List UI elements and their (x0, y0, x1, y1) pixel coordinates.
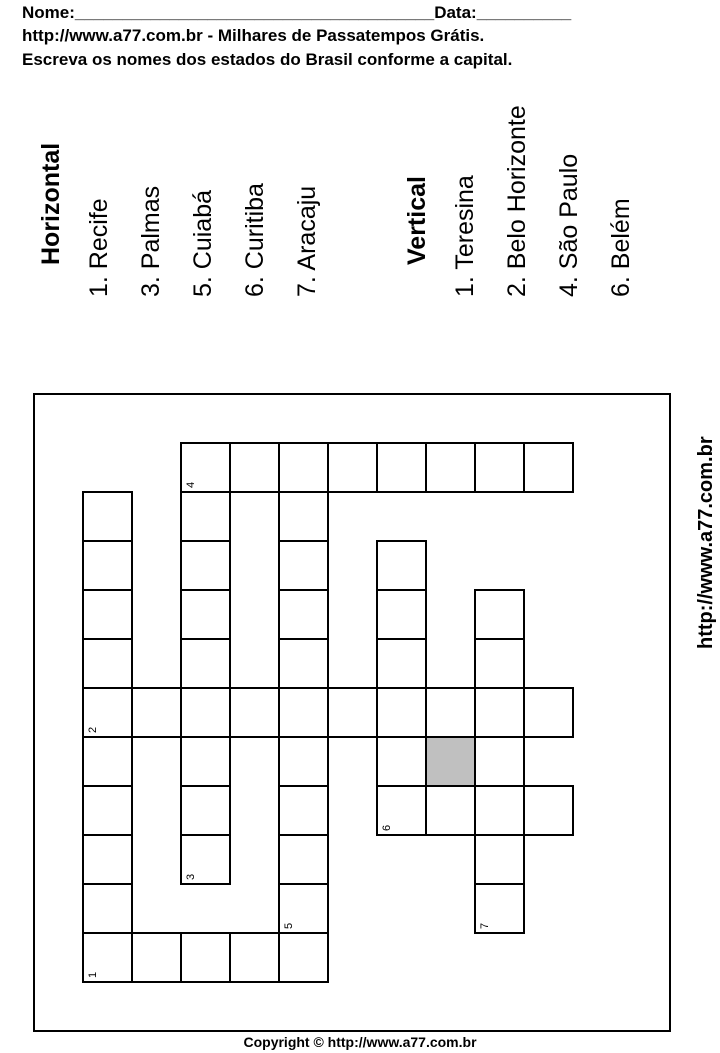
date-blank: __________ (476, 3, 572, 22)
crossword-cell[interactable] (377, 639, 426, 688)
crossword-cell[interactable] (279, 737, 328, 786)
crossword-cell[interactable] (377, 737, 426, 786)
crossword-cell[interactable] (230, 933, 279, 982)
crossword-cell[interactable] (475, 786, 524, 835)
crossword-cell[interactable] (83, 835, 132, 884)
crossword-cell[interactable] (132, 933, 181, 982)
crossword-cell[interactable] (426, 443, 475, 492)
crossword-cell[interactable] (279, 541, 328, 590)
crossword-cell[interactable] (377, 443, 426, 492)
horizontal-clue-7: 7. Aracaju (293, 185, 321, 297)
horizontal-title: Horizontal (37, 142, 65, 265)
crossword-cell[interactable] (181, 639, 230, 688)
crossword-cell[interactable] (279, 639, 328, 688)
horizontal-clue-1: 1. Recife (85, 198, 113, 297)
vertical-title: Vertical (403, 176, 431, 265)
crossword-cell[interactable] (475, 835, 524, 884)
horizontal-clue-6: 6. Curitiba (241, 183, 269, 297)
clue-number: 1 (87, 971, 99, 978)
crossword-cell[interactable] (475, 590, 524, 639)
crossword-cell[interactable] (524, 443, 573, 492)
crossword-cell[interactable] (230, 688, 279, 737)
name-label: Nome: (22, 3, 75, 22)
crossword-cell[interactable] (83, 884, 132, 933)
crossword-cell[interactable] (377, 590, 426, 639)
crossword-cell[interactable] (279, 688, 328, 737)
horizontal-clue-5: 5. Cuiabá (189, 189, 217, 297)
crossword-cell[interactable] (475, 443, 524, 492)
crossword-cell[interactable] (279, 835, 328, 884)
name-blank: ______________________________________ (74, 3, 435, 22)
crossword-cell[interactable] (524, 688, 573, 737)
crossword-cell[interactable] (426, 688, 475, 737)
crossword-cell[interactable] (83, 492, 132, 541)
crossword-cell[interactable] (377, 688, 426, 737)
site-line: http://www.a77.com.br - Milhares de Passatempos Grátis. (22, 26, 485, 45)
clue-number: 4 (185, 481, 197, 488)
crossword-cell[interactable] (279, 443, 328, 492)
vertical-clue-4: 4. São Paulo (555, 153, 583, 297)
date-label: Data: (434, 3, 477, 22)
crossword-cell[interactable] (83, 786, 132, 835)
crossword-cell[interactable] (279, 590, 328, 639)
crossword-cell[interactable] (181, 590, 230, 639)
crossword-cell[interactable] (328, 688, 377, 737)
crossword-cell[interactable] (475, 639, 524, 688)
copyright: Copyright © http://www.a77.com.br (243, 1034, 477, 1050)
vertical-clue-2: 2. Belo Horizonte (503, 105, 531, 297)
crossword-cell[interactable] (279, 492, 328, 541)
crossword-cell[interactable] (475, 737, 524, 786)
crossword-cell[interactable] (328, 443, 377, 492)
crossword-cell[interactable] (181, 492, 230, 541)
crossword-cell[interactable] (83, 590, 132, 639)
instructions: Escreva os nomes dos estados do Brasil conforme a capital. (22, 50, 513, 69)
crossword-cell[interactable] (475, 688, 524, 737)
crossword-cell[interactable] (83, 737, 132, 786)
crossword-cell[interactable] (181, 786, 230, 835)
crossword-cell[interactable] (181, 933, 230, 982)
shaded-cell (427, 738, 474, 785)
crossword-cell[interactable] (524, 786, 573, 835)
crossword-cell[interactable] (279, 786, 328, 835)
crossword-cell[interactable] (83, 639, 132, 688)
crossword-cell[interactable] (230, 443, 279, 492)
crossword-cell[interactable] (279, 933, 328, 982)
clue-number: 5 (283, 922, 295, 929)
clue-number: 6 (381, 824, 393, 831)
horizontal-clue-3: 3. Palmas (137, 185, 165, 297)
crossword-cell[interactable] (132, 688, 181, 737)
crossword-cell[interactable] (83, 541, 132, 590)
crossword-cell[interactable] (181, 737, 230, 786)
side-url: http://www.a77.com.br (695, 436, 717, 649)
clue-number: 3 (185, 873, 197, 880)
crossword-cell[interactable] (181, 541, 230, 590)
clue-number: 7 (479, 922, 491, 929)
vertical-clue-1: 1. Teresina (451, 175, 479, 297)
crossword-cell[interactable] (181, 688, 230, 737)
crossword-cell[interactable] (377, 541, 426, 590)
vertical-clue-6: 6. Belém (607, 198, 635, 297)
crossword-cell[interactable] (426, 786, 475, 835)
clue-number: 2 (87, 726, 99, 733)
